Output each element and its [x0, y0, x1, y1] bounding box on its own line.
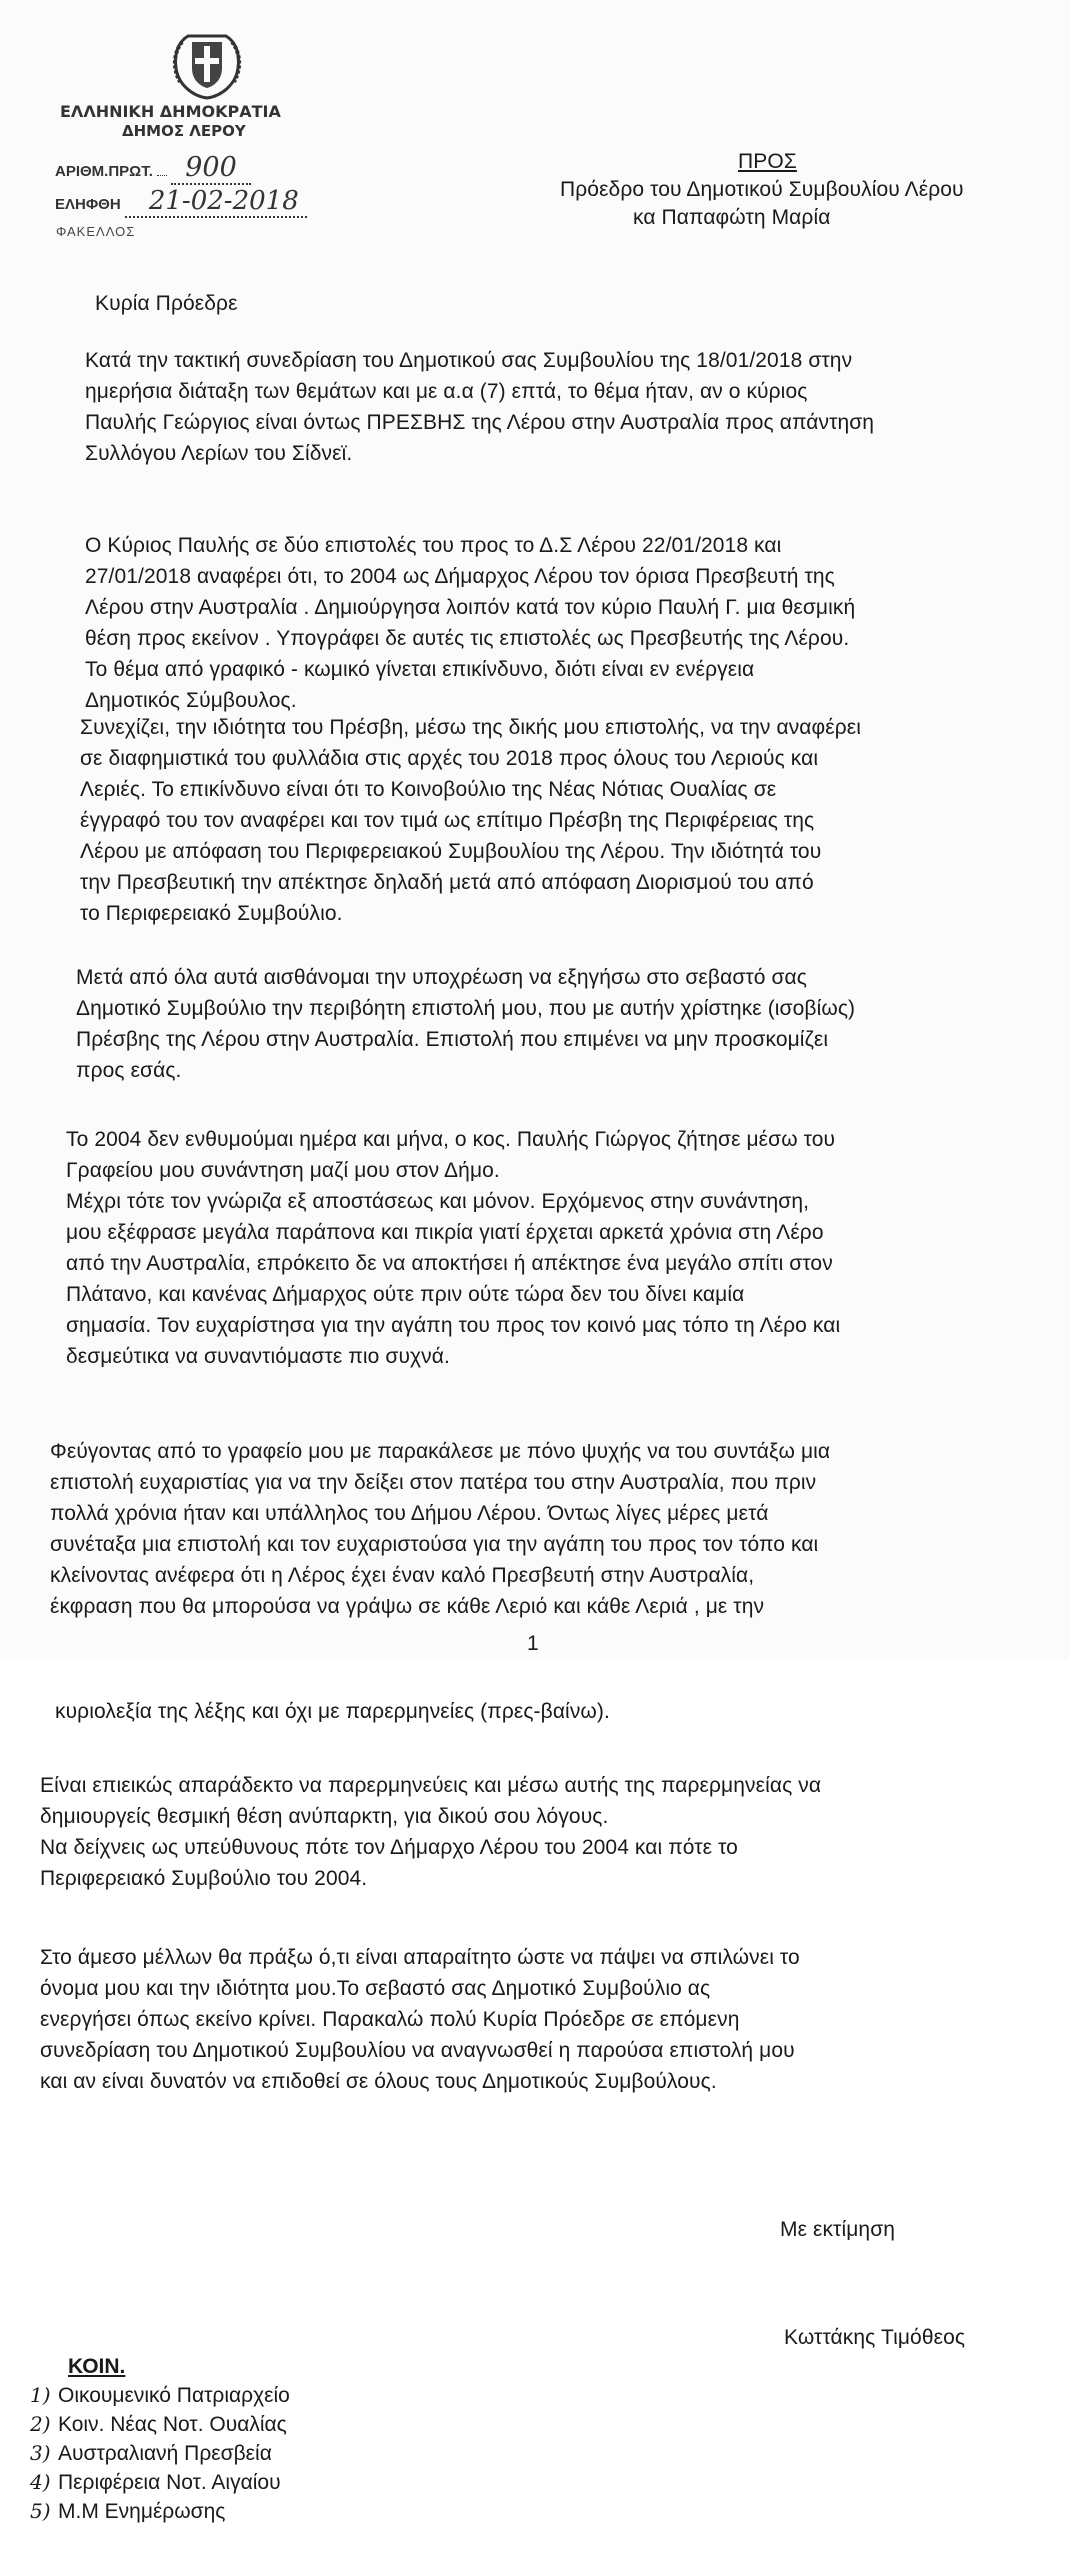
- text-line: από την Αυστραλία, επρόκειτο δε να αποκτήσει ή απέκτησε ένα μεγάλο σπίτι στον: [66, 1252, 833, 1275]
- text-line: πολλά χρόνια ήταν και υπάλληλος του Δήμου Λέρου. Όντως λίγες μέρες μετά: [50, 1502, 769, 1525]
- cc-item-text: Αυστραλιανή Πρεσβεία: [58, 2442, 272, 2465]
- text-line: Μετά από όλα αυτά αισθάνομαι την υποχρέωση να εξηγήσω στο σεβαστό σας: [76, 966, 808, 989]
- text-line: Κατά την τακτική συνεδρίαση του Δημοτικού σας Συμβουλίου της 18/01/2018 στην: [85, 349, 853, 372]
- text-line: ημερήσια διάταξη των θεμάτων και με α.α (7) επτά, το θέμα ήταν, αν ο κύριος: [85, 380, 808, 403]
- text-line: Το θέμα από γραφικό - κωμικό γίνεται επικίνδυνο, διότι είναι εν ενέργεια: [85, 658, 755, 681]
- text-line: και αν είναι δυνατόν να επιδοθεί σε όλους τους Δημοτικούς Συμβούλους.: [40, 2070, 717, 2093]
- received-date-value: 21-02-2018: [125, 186, 307, 218]
- text-line: Φεύγοντας από το γραφείο μου με παρακάλεσε με πόνο ψυχής να του συντάξω μια: [50, 1440, 831, 1463]
- text-line: Λέρου με απόφαση του Περιφερειακού Συμβουλίου της Λέρου. Την ιδιότητά του: [80, 840, 822, 863]
- cc-item-text: Μ.Μ Ενημέρωσης: [58, 2500, 226, 2523]
- signature-name: Κωττάκης Τιμόθεος: [784, 2326, 966, 2349]
- text-line: δημιουργείς θεσμική θέση ανύπαρκτη, για δικού σου λόγους.: [40, 1805, 609, 1828]
- text-line: Είναι επιεικώς απαράδεκτο να παρερμηνεύεις και μέσω αυτής της παρερμηνείας να: [40, 1774, 822, 1797]
- cc-item-number: 3): [30, 2441, 51, 2465]
- text-line: Το 2004 δεν ενθυμούμαι ημέρα και μήνα, ο κος. Παυλής Γιώργος ζήτησε μέσω του: [66, 1128, 836, 1151]
- text-line: όνομα μου και την ιδιότητα μου.Το σεβαστό σας Δημοτικό Συμβούλιο ας: [40, 1977, 711, 2000]
- paragraph-continuation: [55, 1696, 610, 1727]
- cc-item-text: Κοιν. Νέας Νοτ. Ουαλίας: [58, 2413, 287, 2436]
- ref-label: ΑΡΙΘΜ.ΠΡΩΤ.: [55, 163, 153, 180]
- paragraph-4: [76, 962, 855, 1086]
- text-line: Δημοτικός Σύμβουλος.: [85, 689, 297, 712]
- cc-list: [30, 2352, 290, 2526]
- paragraph-2: [85, 530, 855, 716]
- document-page-2: [0, 1660, 1069, 2560]
- salutation: Κυρία Πρόεδρε: [95, 292, 238, 315]
- paragraph-8: [40, 1942, 800, 2097]
- text-line: Λεριές. Το επικίνδυνο είναι ότι το Κοινοβούλιο της Νέας Νότιας Ουαλίας σε: [80, 778, 777, 801]
- paragraph-5: [66, 1124, 840, 1372]
- cc-item-number: 2): [30, 2412, 51, 2436]
- paragraph-3: [80, 712, 861, 929]
- text-line: το Περιφερειακό Συμβούλιο.: [80, 902, 343, 925]
- cc-item: [30, 2381, 290, 2410]
- text-line: έγγραφό του τον αναφέρει και τον τιμά ως επίτιμο Πρέσβη της Περιφέρειας της: [80, 809, 815, 832]
- text-line: Λέρου στην Αυστραλία . Δημιούργησα λοιπόν κατά τον κύριο Παυλή Γ. μια θεσμική: [85, 596, 856, 619]
- paragraph-6: [50, 1436, 830, 1622]
- text-line: Παυλής Γεώργιος είναι όντως ΠΡΕΣΒΗΣ της Λέρου στην Αυστραλία προς απάντηση: [85, 411, 875, 434]
- paragraph-1: [85, 345, 874, 469]
- text-line: Συλλόγου Λερίων του Σίδνεϊ.: [85, 442, 353, 465]
- greek-coat-of-arms-icon: [168, 28, 246, 102]
- text-line: δεσμεύτικα να συναντιόμαστε πιο συχνά.: [66, 1345, 450, 1368]
- cc-item-text: Περιφέρεια Νοτ. Αιγαίου: [58, 2471, 281, 2494]
- text-line: Να δείχνεις ως υπεύθυνους πότε τον Δήμαρχο Λέρου του 2004 και πότε το: [40, 1836, 738, 1859]
- recipient-to-label: ΠΡΟΣ: [738, 150, 797, 173]
- recipient-line1: Πρόεδρο του Δημοτικού Συμβουλίου Λέρου: [560, 178, 964, 201]
- text-line: Γραφείου μου συνάντηση μαζί μου στον Δήμο.: [66, 1159, 500, 1182]
- ref-number-row: [55, 152, 251, 183]
- text-line: Μέχρι τότε τον γνώριζα εξ αποστάσεως και μόνον. Ερχόμενος στην συνάντηση,: [66, 1190, 810, 1213]
- closing: Με εκτίμηση: [780, 2218, 896, 2241]
- text-line: σε διαφημιστικά του φυλλάδια στις αρχές του 2018 προς όλους του Λεριούς και: [80, 747, 819, 770]
- cc-item-number: 4): [30, 2470, 51, 2494]
- text-line: συνεδρίαση του Δημοτικού Συμβουλίου να αναγνωσθεί η παρούσα επιστολή μου: [40, 2039, 795, 2062]
- folder-label: ΦΑΚΕΛΛΟΣ: [56, 224, 136, 239]
- text-line: προς εσάς.: [76, 1059, 182, 1082]
- org-name-line2: ΔΗΜΟΣ ΛΕΡΟΥ: [122, 122, 246, 140]
- org-name-line1: ΕΛΛΗΝΙΚΗ ΔΗΜΟΚΡΑΤΙΑ: [60, 102, 281, 121]
- text-line: έκφραση που θα μπορούσα να γράψω σε κάθε Λεριό και κάθε Λεριά , με την: [50, 1595, 765, 1618]
- text-line: Πρέσβης της Λέρου στην Αυστραλία. Επιστολή που επιμένει να μην προσκομίζει: [76, 1028, 829, 1051]
- text-line: κυριολεξία της λέξης και όχι με παρερμηνείες (πρες-βαίνω).: [55, 1700, 610, 1723]
- recipient-line2: κα Παπαφώτη Μαρία: [633, 206, 831, 229]
- text-line: 27/01/2018 αναφέρει ότι, το 2004 ως Δήμαρχος Λέρου τον όρισα Πρεσβευτή της: [85, 565, 835, 588]
- ref-number-value: 900: [171, 152, 251, 185]
- text-line: Δημοτικό Συμβούλιο την περιβόητη επιστολή μου, που με αυτήν χρίστηκε (ισοβίως): [76, 997, 856, 1020]
- text-line: ενεργήσει όπως εκείνο κρίνει. Παρακαλώ πολύ Κυρία Πρόεδρε σε επόμενη: [40, 2008, 740, 2031]
- page-number: 1: [527, 1632, 539, 1655]
- text-line: σημασία. Τον ευχαρίστησα για την αγάπη του προς τον κοινό μας τόπο τη Λέρο και: [66, 1314, 841, 1337]
- text-line: επιστολή ευχαριστίας για να την δείξει στον πατέρα του στην Αυστραλία, που πριν: [50, 1471, 817, 1494]
- text-line: την Πρεσβευτική την απέκτησε δηλαδή μετά από απόφαση Διορισμού του από: [80, 871, 814, 894]
- text-line: Στο άμεσο μέλλων θα πράξω ό,τι είναι απαραίτητο ώστε να πάψει να σπιλώνει το: [40, 1946, 800, 1969]
- text-line: Συνεχίζει, την ιδιότητα του Πρέσβη, μέσω της δικής μου επιστολής, να την αναφέρει: [80, 716, 861, 739]
- text-line: Περιφερειακό Συμβούλιο του 2004.: [40, 1867, 368, 1890]
- cc-item: [30, 2410, 290, 2439]
- text-line: θέση προς εκείνον . Υπογράφει δε αυτές τις επιστολές ως Πρεσβευτής της Λέρου.: [85, 627, 850, 650]
- text-line: συνέταξα μια επιστολή και τον ευχαριστούσα για την αγάπη του προς τον τόπο και: [50, 1533, 819, 1556]
- received-label: ΕΛΗΦΘΗ: [55, 196, 121, 213]
- text-line: Πλάτανο, και κανένας Δήμαρχος ούτε πριν ούτε τώρα δεν του δίνει καμία: [66, 1283, 745, 1306]
- cc-item: [30, 2468, 290, 2497]
- cc-item-number: 5): [30, 2499, 51, 2523]
- cc-item: [30, 2497, 290, 2526]
- cc-item-text: Οικουμενικό Πατριαρχείο: [58, 2384, 290, 2407]
- text-line: κλείνοντας ανέφερα ότι η Λέρος έχει έναν καλό Πρεσβευτή στην Αυστραλία,: [50, 1564, 755, 1587]
- received-date-row: [55, 186, 307, 216]
- paragraph-7: [40, 1770, 821, 1894]
- text-line: Ο Κύριος Παυλής σε δύο επιστολές του προς το Δ.Σ Λέρου 22/01/2018 και: [85, 534, 782, 557]
- cc-label: ΚΟΙΝ.: [68, 2355, 126, 2378]
- cc-item-number: 1): [30, 2383, 51, 2407]
- cc-item: [30, 2439, 290, 2468]
- text-line: μου εξέφρασε μεγάλα παράπονα και πικρία γιατί έρχεται αρκετά χρόνια στη Λέρο: [66, 1221, 824, 1244]
